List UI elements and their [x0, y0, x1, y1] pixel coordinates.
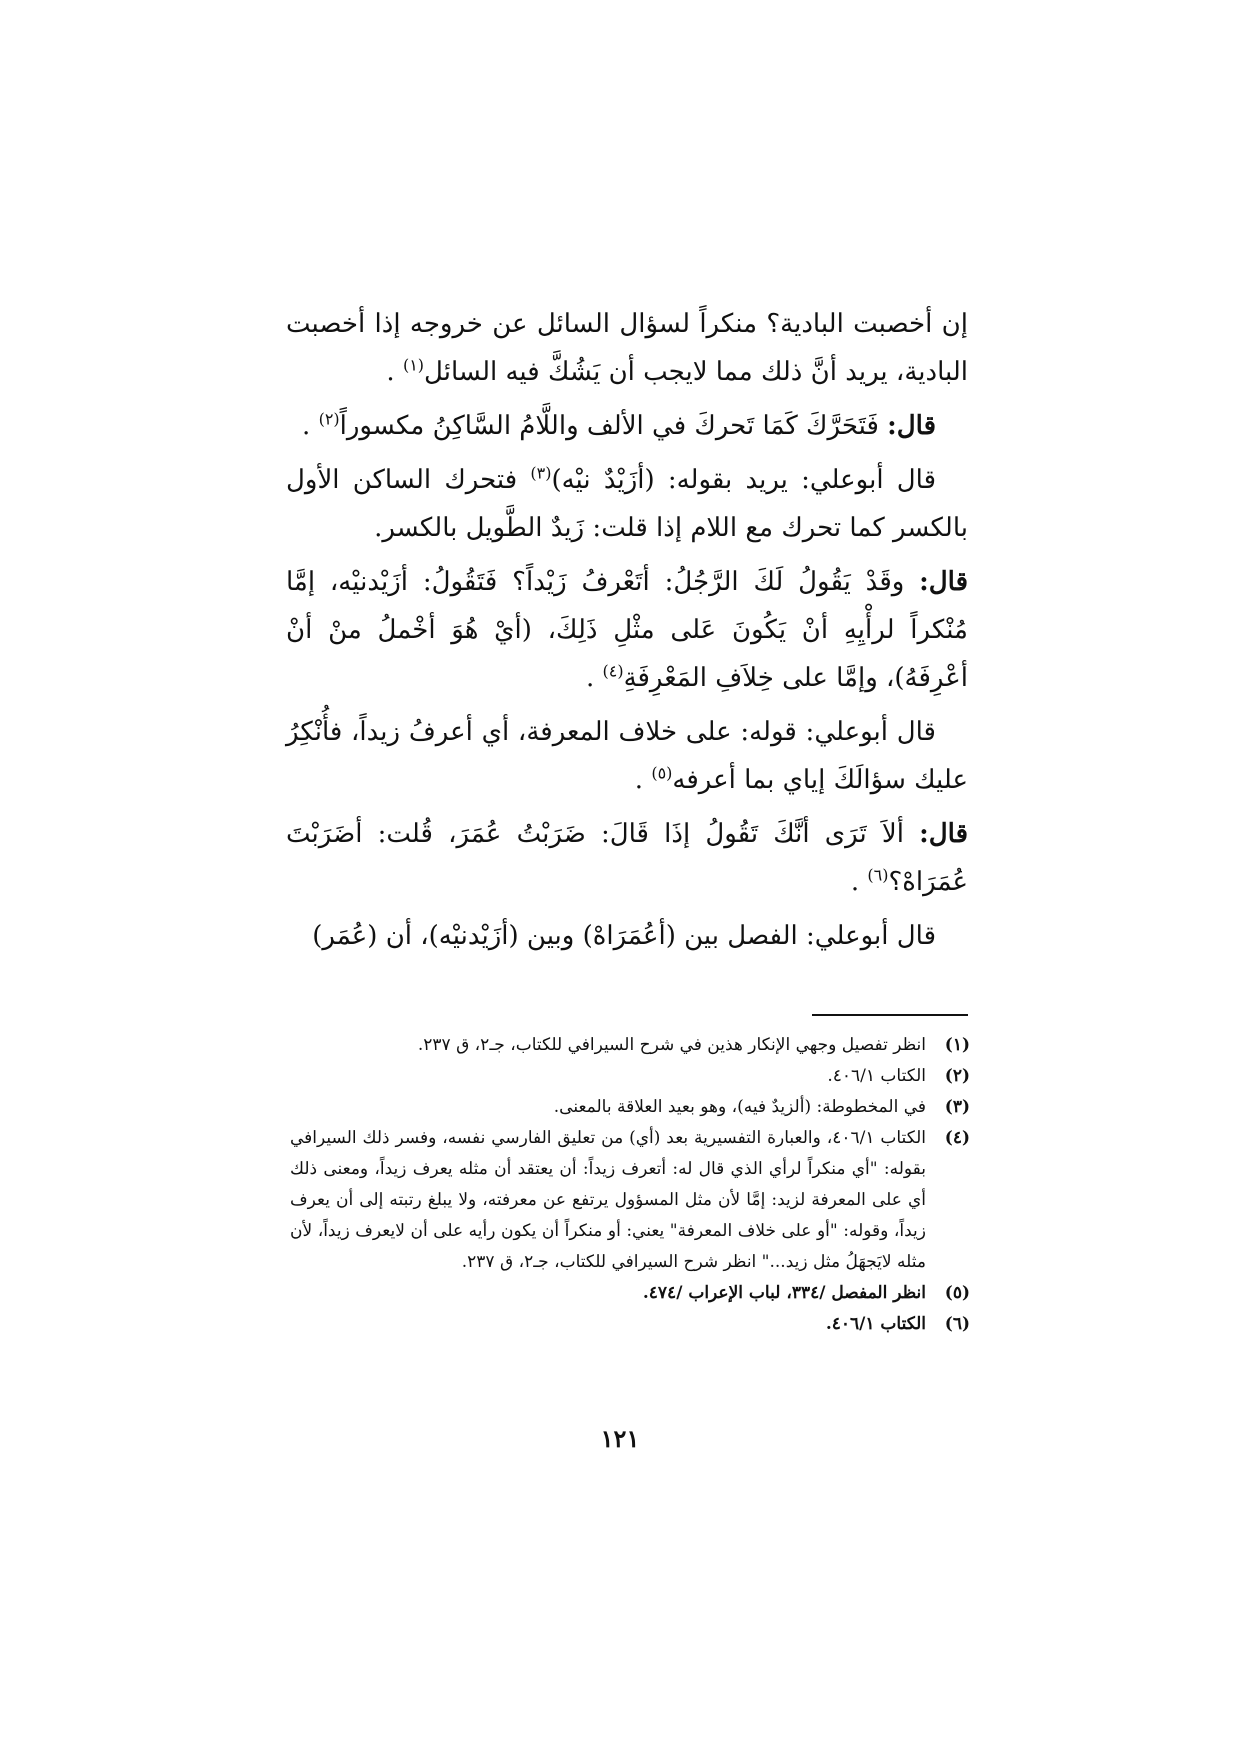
paragraph-6 [286, 810, 968, 906]
paragraph-text: فتحرك الساكن الأول بالكسر كما تحرك مع اللام إذا قلت: زَيدٌ الطَّويل بالكسر. [286, 465, 968, 543]
footnote-number: (٤) [944, 1128, 970, 1148]
footnote-number: (٣) [944, 1097, 970, 1117]
full-stop: . [585, 663, 595, 693]
footnote-text: في المخطوطة: (ألزيدٌ فيه)، وهو بعيد العلاقة بالمعنى. [553, 1097, 926, 1117]
full-stop: . [302, 411, 311, 441]
footnote-4 [290, 1123, 970, 1278]
footnote-5 [290, 1278, 970, 1309]
footnote-text: الكتاب ٤٠٦/١. [825, 1314, 926, 1334]
qala-label: قال: [919, 819, 969, 849]
footnote-6 [290, 1309, 970, 1340]
paragraph-text: قال أبوعلي: الفصل بين (أعُمَرَاهْ) وبين (أزَيْدنيْه)، أن (عُمَر) [312, 921, 936, 951]
paragraph-3 [286, 456, 968, 552]
qala-label: قال: [887, 411, 936, 441]
paragraph-text: إن أخصبت البادية؟ منكراً لسؤال السائل عن خروجه إذا أخصبت البادية، يريد أنَّ ذلك مما لايجب أن يَشُكَّ فيه السائل [286, 309, 968, 387]
footnote-text: انظر تفصيل وجهي الإنكار هذين في شرح السيرافي للكتاب، جـ٢، ق ٢٣٧. [417, 1035, 926, 1055]
full-stop: . [634, 765, 644, 795]
paragraph-1 [286, 300, 968, 396]
page-number: ١٢١ [600, 1424, 640, 1453]
full-stop: . [850, 867, 860, 897]
full-stop: . [386, 357, 395, 387]
footnote-number: (٦) [944, 1314, 970, 1334]
qala-label: قال: [919, 567, 968, 597]
footnote-ref[interactable]: (٣) [530, 463, 552, 483]
paragraph-text: قال أبوعلي: قوله: على خلاف المعرفة، أي أعرفُ زيداً، فأُنْكِرُ عليك سؤالَكَ إياي بما أعرفه [286, 717, 968, 795]
footnote-text: انظر المفصل /٣٣٤، لباب الإعراب /٤٧٤. [642, 1283, 926, 1303]
footnote-ref[interactable]: (٢) [318, 409, 340, 429]
footnote-number: (٥) [944, 1283, 970, 1303]
footnote-number: (١) [944, 1035, 970, 1055]
paragraph-4 [286, 558, 968, 702]
footnote-text: الكتاب ٤٠٦/١، والعبارة التفسيرية بعد (أي) من تعليق الفارسي نفسه، وفسر ذلك السيرافي بقوله: "أي منكراً لرأي الذي قال له: أتعرف زيداً: أن يعتقد أن مثله يعرف زيداً، ومعنى ذلك أي على المعرفة لزيد: إمَّا لأن مثل المسؤول يرتفع عن معرفته، ولا يبلغ رتبته إلى أن يعرف زيداً، وقوله: "أو على خلاف المعرفة" يعني: أو منكراً أن يكون رأيه على أن لايعرف زيداً، لأن مثله لايَجهَلُ مثل زيد..." انظر شرح السيرافي للكتاب، جـ٢، ق ٢٣٧. [290, 1128, 926, 1272]
main-text [286, 300, 968, 960]
footnote-ref[interactable]: (٦) [867, 865, 889, 885]
footnotes [290, 1030, 970, 1340]
paragraph-5 [286, 708, 968, 804]
paragraph-2 [286, 402, 968, 450]
paragraph-text: فَتَحَرَّكَ كَمَا تَحركَ في الألف واللَّامُ السَّاكِنُ مكسوراً [339, 411, 879, 441]
paragraph-text: وقَدْ يَقُولُ لَكَ الرَّجُلُ: أتَعْرفُ زَيْداً؟ فَتَقُولُ: أزَيْدنيْه، إمَّا مُنْكراً لرأْيِهِ أنْ يَكُونَ عَلى مثْلِ ذَلِكَ، (أيْ هُوَ أخْملُ منْ أنْ أعْرِفَهُ)، وإمَّا على خِلاَفِ المَعْرِفَةِ [286, 567, 968, 693]
paragraph-7 [286, 912, 968, 960]
footnote-2 [290, 1061, 970, 1092]
paragraph-text: ألاَ تَرَى أنَّكَ تَقُولُ إذَا قَالَ: ضَرَبْتُ عُمَرَ، قُلت: أضَرَبْتَ عُمَرَاهْ؟ [286, 819, 968, 897]
footnote-3 [290, 1092, 970, 1123]
footnote-separator [812, 1014, 968, 1016]
footnote-ref[interactable]: (٥) [651, 763, 673, 783]
footnote-number: (٢) [944, 1066, 970, 1086]
footnote-ref[interactable]: (٤) [602, 661, 624, 681]
footnote-1 [290, 1030, 970, 1061]
paragraph-text: قال أبوعلي: يريد بقوله: (أزَيْدٌ نيْه) [551, 465, 936, 495]
footnote-ref[interactable]: (١) [402, 355, 425, 375]
footnote-text: الكتاب ٤٠٦/١. [827, 1066, 926, 1086]
